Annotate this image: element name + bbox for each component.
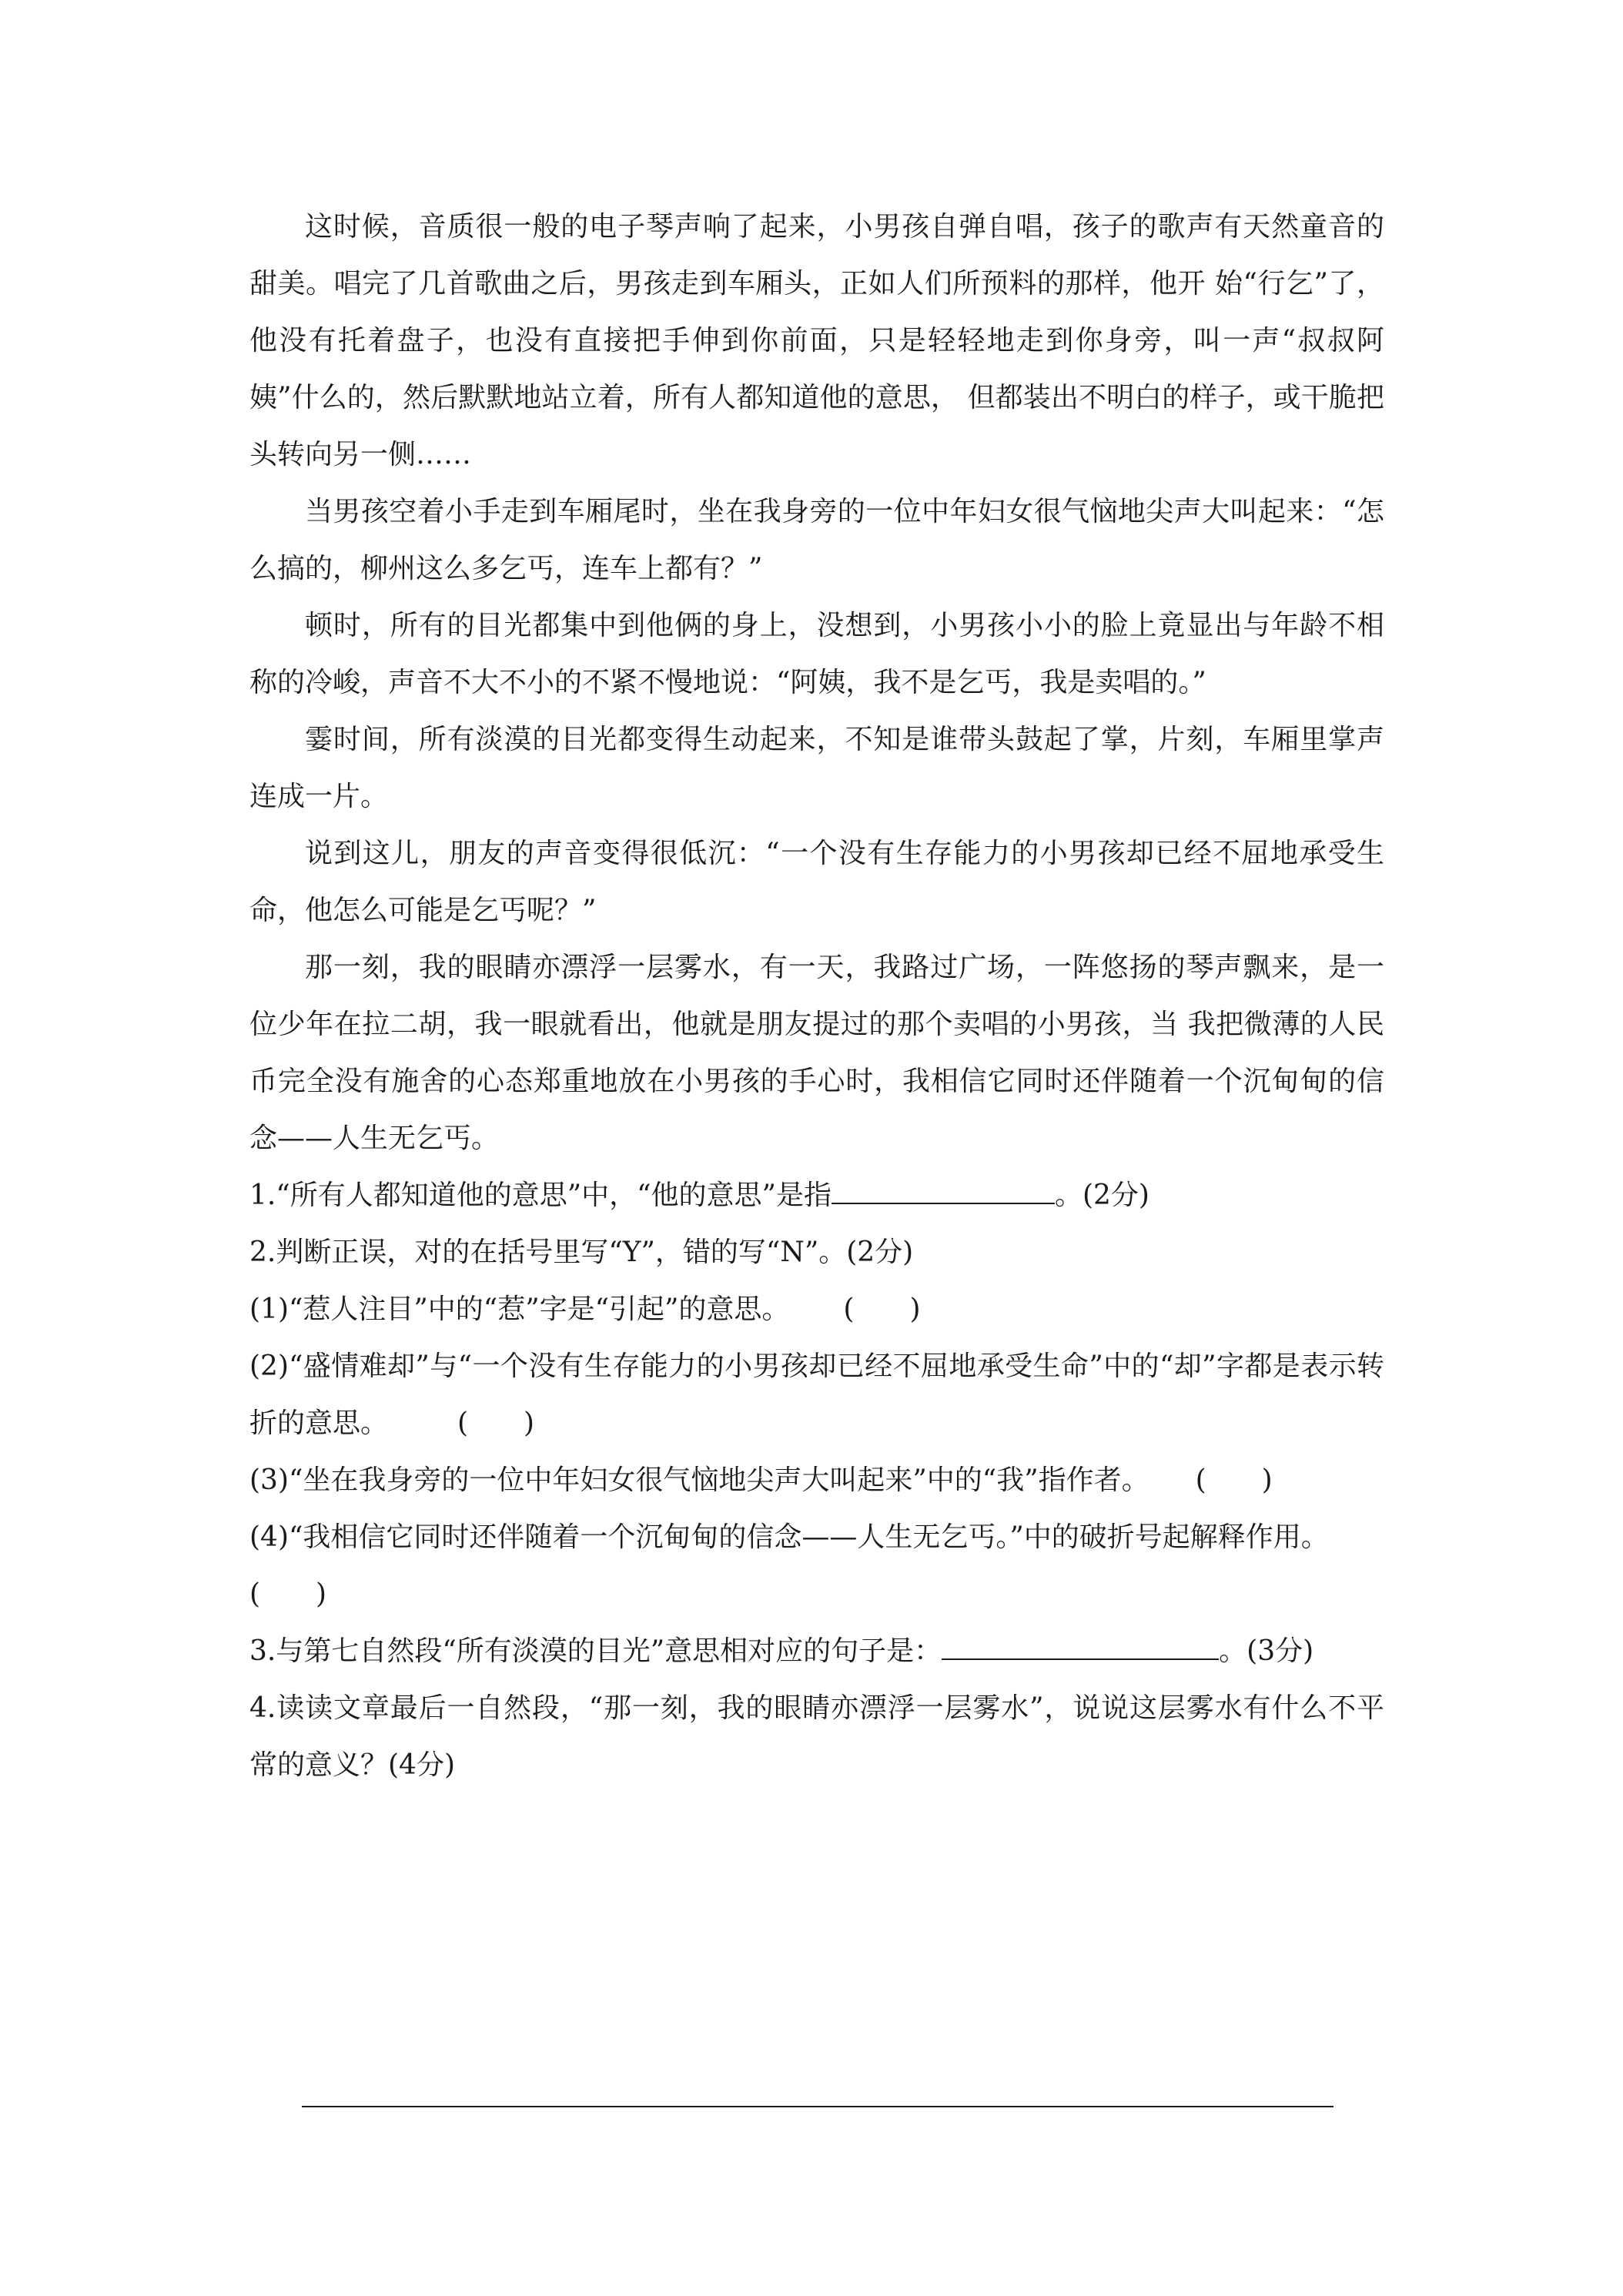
question-2-item-4-answer-box[interactable]: ( ) [249, 1578, 327, 1610]
question-2-item-2 [249, 1338, 1384, 1452]
question-2-item-4-text: (4)“我相信它同时还伴随着一个沉甸甸的信念——人生无乞丐。”中的破折号起解释作用。 [249, 1521, 1329, 1553]
question-2-item-4 [249, 1509, 1384, 1623]
question-1-answer-blank[interactable] [832, 1169, 1055, 1204]
question-3 [249, 1623, 1384, 1680]
passage-paragraph-3: 顿时，所有的目光都集中到他俩的身上，没想到，小男孩小小的脸上竟显出与年龄不相称的冷峻，声音不大不小的不紧不慢地说：“阿姨，我不是乞丐，我是卖唱的。” [249, 610, 1384, 698]
question-3-score: 。(3分) [1219, 1635, 1314, 1667]
passage-paragraph-1: 这时候，音质很一般的电子琴声响了起来，小男孩自弹自唱，孩子的歌声有天然童音的甜美。唱完了几首歌曲之后，男孩走到车厢头，正如人们所预料的那样，他开 始“行乞”了，他没有托着盘子，也没有直接把手伸到你前面，只是轻轻地走到你身旁，叫一声“叔叔阿姨”什么的，然后默默地站立着，所有人都知道他的意思， 但都装出不明白的样子，或干脆把头转向另一侧…… [249, 211, 1384, 470]
question-2-item-1 [249, 1281, 1384, 1338]
question-2-item-2-text: (2)“盛情难却”与“一个没有生存能力的小男孩却已经不屈地承受生命”中的“却”字都是表示转折的意思。 [249, 1350, 1384, 1439]
question-4-answer-line[interactable] [302, 2106, 1334, 2107]
question-2-item-3 [249, 1452, 1384, 1509]
question-1-score: 。(2分) [1054, 1180, 1149, 1211]
question-2-stem: 2.判断正误，对的在括号里写“Y”，错的写“N”。(2分) [249, 1237, 914, 1268]
question-2-item-1-answer-box[interactable]: ( ) [843, 1294, 921, 1325]
question-2-item-3-text: (3)“坐在我身旁的一位中年妇女很气恼地尖声大叫起来”中的“我”指作者。 [249, 1464, 1149, 1496]
passage-paragraph-2: 当男孩空着小手走到车厢尾时，坐在我身旁的一位中年妇女很气恼地尖声大叫起来：“怎么搞的，柳州这么多乞丐，连车上都有？” [249, 496, 1384, 584]
question-4: 4.读读文章最后一自然段，“那一刻，我的眼睛亦漂浮一层雾水”，说说这层雾水有什么不平常的意义？(4分) [249, 1692, 1384, 1781]
passage-paragraph-6: 那一刻，我的眼睛亦漂浮一层雾水，有一天，我路过广场，一阵悠扬的琴声飘来，是一位少年在拉二胡，我一眼就看出，他就是朋友提过的那个卖唱的小男孩，当 我把微薄的人民币完全没有施舍的心态郑重地放在小男孩的手心时，我相信它同时还伴随着一个沉甸甸的信念——人生无乞丐。 [249, 952, 1384, 1154]
question-1 [249, 1167, 1384, 1224]
question-2-item-2-answer-box[interactable]: ( ) [457, 1407, 535, 1439]
question-3-answer-blank[interactable] [942, 1625, 1219, 1660]
passage-paragraph-5: 说到这儿，朋友的声音变得很低沉：“一个没有生存能力的小男孩却已经不屈地承受生命，他怎么可能是乞丐呢？” [249, 838, 1384, 926]
question-3-text: 3.与第七自然段“所有淡漠的目光”意思相对应的句子是： [249, 1635, 942, 1667]
question-2-item-3-answer-box[interactable]: ( ) [1195, 1464, 1273, 1496]
question-1-text: 1.“所有人都知道他的意思”中，“他的意思”是指 [249, 1180, 832, 1211]
passage-paragraph-4: 霎时间，所有淡漠的目光都变得生动起来，不知是谁带头鼓起了掌，片刻，车厢里掌声连成一片。 [249, 724, 1384, 812]
question-2-item-1-text: (1)“惹人注目”中的“惹”字是“引起”的意思。 [249, 1294, 790, 1325]
